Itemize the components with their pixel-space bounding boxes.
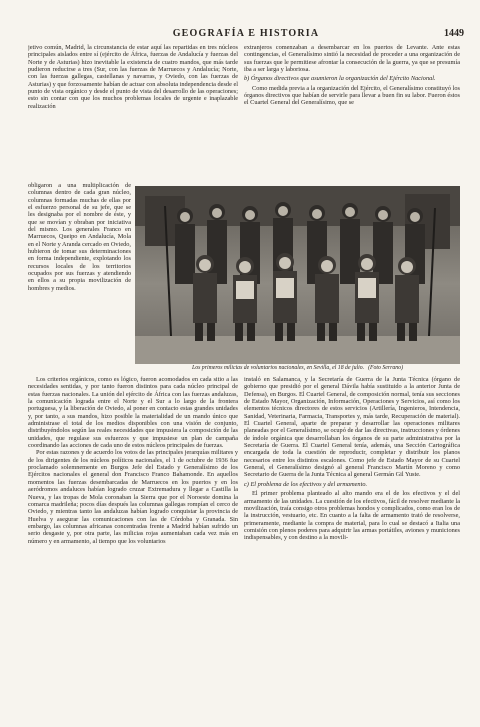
left-column-bottom: [28, 376, 238, 706]
paragraph: jetivo común, Madrid, la circunstancia de estar aquí las repartidas en tres núcleos principales aislados entre sí (ejército de África, fuerzas de Andalucía y fuerzas del Norte y de Asturias) hizo inevitable la existencia de cuatro mandos, que más tarde pudieron reducirse a tres (Sur, con las fuerzas de Marruecos y Andalucía; Norte, con las fuerzas gallegas, castellanas y navarras, y Oviedo, con las fuerzas de Asturias) y que forzosamente habían de actuar con absoluta independencia desde el punto de vista orgánico y desde el punto de vista del desarrollo de las operaciones; esto sin contar con que los muchos problemas locales de urgente e inaplazable realización: [28, 44, 238, 110]
left-column-top: [28, 44, 238, 182]
section-heading-b: b) Órganos directivos que asumieron la organización del Ejército Nacional.: [244, 75, 436, 83]
photo-caption: [135, 365, 460, 371]
section-heading-c: c) El problema de los efectivos y del armamento.: [244, 480, 368, 488]
running-title: GEOGRAFÍA E HISTORIA: [172, 28, 320, 39]
paragraph: Los criterios orgánicos, como es lógico, fueron acomodados en cada sitio a las necesidades sentidas, y por tanto fueron distintos para cada núcleo principal de estas fuerzas nacionales. La unión del ejército de África con las fuerzas andaluzas, la comunicación lograda entre el Norte y el Sur a lo largo de la frontera portuguesa, y la liberación de Oviedo, al poner en contacto estas grandes unidades y, por tanto, a sus mandos, hizo posible la materialidad de un mando único que administrase el total de los medios disponibles con una visión de conjunto, distribuyéndolos según las reales necesidades que impusiera la composición de las unidades, que regulase sus esfuerzos y que impusiese un plan de campaña coordinando las acciones de cada uno de estos núcleos principales de fuerzas.: [28, 376, 238, 450]
right-column-bottom: [244, 376, 460, 706]
paragraph: extranjeros comenzaban a desembarcar en los puertos de Levante. Ante estas contingencias, el Generalísimo sintió la necesidad de proceder a una organización de sus fuerzas que le permitiese afrontar la consecución de la guerra, ya que se presumía iba a ser larga y laboriosa.: [244, 44, 460, 74]
photo-credit: (Foto Serrano): [368, 365, 403, 371]
paragraph: obligaron a una multiplicación de columnas dentro de cada gran núcleo, columnas formadas muchas de ellas por el esfuerzo personal de su jefe, que se les designaba por el nombre de éste, y que se movían y obraban por iniciativa del mismo. Los generales Franco en Marruecos, Queipo en Andalucía, Mola en el Norte y Aranda cercado en Oviedo, hubieron de tomar sus determinaciones en forma independiente, explotando los recursos locales de los territorios ocupados por sus fuerzas y atendiendo en ellos a su propia movilización de hombres y medios.: [28, 182, 131, 292]
paragraph: instaló en Salamanca, y la Secretaría de Guerra de la Junta Técnica (órgano de gobierno que presidió por el general Dávila había sustituido a la anterior Junta de Defensa), en Burgos. El Cuartel General, de composición normal, tenía sus secciones de Estado Mayor, Organización, Información, Operaciones y Servicios, así como los elementos técnicos directores de estos servicios (Artillería, Ingenieros, Intendencia, Sanidad, Veterinaria, Farmacia, Transportes y, más tarde, Recuperación de material). El Cuartel General, aparte de preparar y desarrollar las operaciones militares planeadas por el Generalísimo, se ocupó de dar las directivas, instrucciones y órdenes de índole orgánica que desarrollaban los órganos de su parte administrativa por la Secretaría de Guerra. El Cuartel General tenía, además, una Sección Cartográfica encargada de toda la cuestión de reproducir, completar y distribuir los planos necesarios entre los distintos escalones. Como jefe de Estado Mayor de su Cuartel General, el Generalísimo designó al general Francisco Martín Moreno y como Secretario de Guerra de la Junta Técnica al general Germán Gil Yuste.: [244, 376, 460, 479]
photo-image: [135, 186, 460, 364]
right-column-top: [244, 44, 460, 182]
page-number: 1449: [444, 28, 464, 39]
page-header: [28, 28, 464, 42]
paragraph: Por estas razones y de acuerdo los votos de las principales jerarquías militares y de los dirigentes de los núcleos políticos nacionales, el 1 de octubre de 1936 fue proclamado solemnemente en Burgos Jefe del Estado y Generalísimo de los Ejércitos nacionales el general don Francisco Franco Bahamonde. En aquellos momentos las fuerzas desembarcadas de Marruecos en los puertos y en los aeródromos andaluces habían logrado cruzar Extremadura y llegar a Castilla la Nueva, y las tropas de Mola coronaban la Sierra que por el Noroeste domina la comarca madrileña; pocos días después las columnas gallegas rompían el cerco de Oviedo, y mientras tanto las andaluzas habían logrado conquistar la provincia de Huelva y asegurar las comunicaciones con las de Córdoba y Granada. Sin embargo, las columnas africanas concentradas frente a Madrid habían sufrido un serio desgaste y, por otra parte, las milicias rojas aumentaban cada vez más en número y en armamento, al tiempo que los voluntarios: [28, 449, 238, 545]
left-column-wrap: [28, 182, 131, 372]
paragraph: Como medida previa a la organización del Ejército, el Generalísimo constituyó los órganos directivos que habían de servirle para llevar a buen fin su labor. Fueron éstos el Cuartel General del Generalísimo, que se: [244, 84, 460, 107]
caption-text: Los primeros milicias de voluntarios nacionales, en Sevilla, el 18 de julio.: [191, 365, 365, 371]
historical-photograph: [135, 186, 460, 364]
paragraph: El primer problema planteado al alto mando era el de los efectivos y el del armamento de las unidades. La cuestión de los efectivos, fácil de resolver mediante la movilización, traía consigo otros problemas hondos y complicados, como eran los de la instrucción, vestuario, etc. En cuanto a la falta de armamento trató de resolverse, primeramente, mediante la compra de material, para lo cual se destacó a Italia una comisión con plenos poderes para adquirir las armas portátiles, aviones y municiones indispensables, y con destino a la movili-: [244, 490, 460, 542]
